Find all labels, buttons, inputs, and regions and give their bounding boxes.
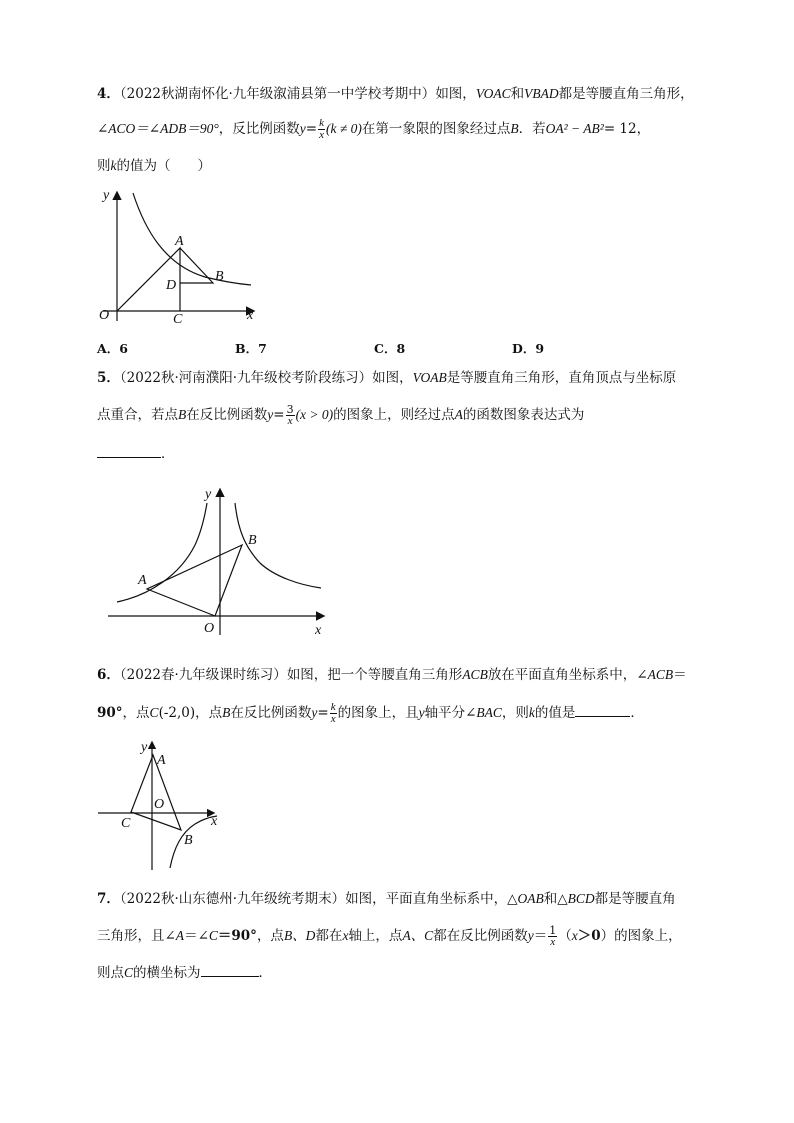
q6-label-o: O xyxy=(154,797,165,812)
q4-line-3 xyxy=(97,156,211,176)
q4-hyperbola xyxy=(133,193,251,285)
q5-frac-den: x xyxy=(287,415,293,427)
q4-label-a: A xyxy=(175,234,184,249)
q7-line-3 xyxy=(97,962,272,983)
q7-text: 轴上，点 xyxy=(348,928,403,944)
q4-condition: (k ≠ 0) xyxy=(325,121,362,136)
q7-text: 都是等腰直角 xyxy=(594,891,676,907)
q7-tri2: △BCD xyxy=(557,891,595,906)
q6-figure xyxy=(95,738,230,873)
q5-label-y: y xyxy=(205,487,212,502)
q6-tri: ACB xyxy=(462,667,488,682)
q7-frac-num: 1 xyxy=(549,924,557,937)
q7-func-y: y xyxy=(527,928,534,943)
q4-triangle-bad xyxy=(180,248,213,283)
q6-hyperbola xyxy=(170,816,217,868)
q4-text: 则 xyxy=(97,158,111,174)
q6-text: 的值是 xyxy=(534,705,576,721)
q6-source: （2022春·九年级课时练习） xyxy=(119,667,287,683)
q7-period: ． xyxy=(258,965,273,981)
q5-answer-blank[interactable] xyxy=(97,443,161,458)
q7-x-axis-ref: x xyxy=(342,928,349,943)
q6-angle2: ∠BAC xyxy=(465,705,502,720)
q6-point-c: C xyxy=(149,705,159,720)
q6-line-1 xyxy=(97,665,687,685)
q7-deg: ＝90° xyxy=(217,928,257,944)
q5-hyperbola-left xyxy=(117,503,207,602)
q5-label-o: O xyxy=(204,621,215,636)
q6-label-y: y xyxy=(141,740,148,755)
q4-text: 在第一象限的图象经过点 xyxy=(361,121,511,137)
q6-angle: ∠ACB xyxy=(636,667,674,682)
q4-option-b[interactable]: B．7 xyxy=(235,341,267,356)
q5-figure xyxy=(105,485,330,640)
q6-label-b: B xyxy=(184,833,193,848)
q7-angle-c: ∠C xyxy=(197,928,218,943)
q6-fraction xyxy=(330,702,337,725)
q6-frac-num: k xyxy=(330,701,336,713)
q7-points-bd: B、D xyxy=(283,928,316,943)
q5-text: 是等腰直角三角形，直角顶点与坐标原 xyxy=(446,370,677,386)
q4-label-d: D xyxy=(166,278,177,293)
q7-text: 的图象上， xyxy=(614,928,682,944)
q4-figure xyxy=(95,185,265,325)
q7-text: ，点 xyxy=(256,928,284,944)
q5-period: ． xyxy=(161,446,175,462)
q5-tri: VOAB xyxy=(412,370,447,385)
q6-eq-sign: ＝ xyxy=(673,667,687,683)
q4-text: 都是等腰直角三角形， xyxy=(558,86,694,102)
q5-func-y: y xyxy=(267,407,274,422)
q5-source: （2022秋·河南濮阳·九年级校考阶段练习） xyxy=(119,370,373,386)
q6-deg: 90° xyxy=(97,705,123,721)
q6-text: 如图，把一个等腰直角三角形 xyxy=(286,667,463,683)
q6-text: 轴平分 xyxy=(424,705,466,721)
q5-eq: = xyxy=(273,407,285,423)
q5-line-3 xyxy=(97,443,175,464)
q6-text: 在反比例函数 xyxy=(230,705,312,721)
q6-number: 6． xyxy=(97,667,120,683)
q5-triangle-oab xyxy=(147,545,242,616)
q4-label-b: B xyxy=(215,269,224,284)
q4-fraction xyxy=(318,118,325,141)
q7-eq: ＝ xyxy=(533,928,548,944)
q4-frac-den: x xyxy=(319,129,324,141)
q4-eq: = xyxy=(305,121,318,137)
q6-line-2 xyxy=(97,702,644,725)
q7-tri1: △OAB xyxy=(507,891,544,906)
q6-y-axis-ref: y xyxy=(418,705,425,720)
q4-func-y: y xyxy=(299,121,306,136)
q4-text: 的值为（ ） xyxy=(116,158,211,174)
q6-period: ． xyxy=(630,705,644,721)
q7-text: 都在 xyxy=(315,928,343,944)
q7-line-2 xyxy=(97,925,682,948)
q4-number: 4． xyxy=(97,86,120,102)
q6-text: 的图象上，且 xyxy=(337,705,419,721)
q7-answer-blank[interactable] xyxy=(201,962,259,977)
q6-eq: = xyxy=(317,705,329,721)
q7-angle-a: ∠A xyxy=(164,928,185,943)
q7-points-ac: A、C xyxy=(402,928,434,943)
q6-label-c: C xyxy=(121,816,131,831)
q5-line-1 xyxy=(97,368,676,388)
q4-k: k xyxy=(110,158,117,173)
q4-text: = 12， xyxy=(603,121,651,137)
q4-label-x: x xyxy=(247,308,254,323)
q7-text: 和 xyxy=(543,891,558,907)
q5-line-2 xyxy=(97,404,584,427)
q5-number: 5． xyxy=(97,370,120,386)
q7-text: 都在反比例函数 xyxy=(433,928,528,944)
q6-answer-blank[interactable] xyxy=(575,702,630,717)
q7-point-c: C xyxy=(124,965,134,980)
q7-eq-sign: ＝ xyxy=(184,928,198,944)
q4-frac-num: k xyxy=(319,117,324,129)
q5-point-b: B xyxy=(178,407,187,422)
q5-text: 的函数图象表达式为 xyxy=(462,407,585,423)
q4-tri1: VOAC xyxy=(475,86,511,101)
q4-angle-condition: ∠ACO＝∠ADB＝90° xyxy=(97,121,219,136)
q4-point-b: B xyxy=(510,121,519,136)
q5-frac-num: 3 xyxy=(286,403,294,416)
q6-text: 放在平面直角坐标系中， xyxy=(487,667,637,683)
q6-k: k xyxy=(528,705,535,720)
q6-label-a: A xyxy=(157,753,166,768)
q4-line-1 xyxy=(97,84,694,104)
q4-option-d[interactable]: D．9 xyxy=(512,341,545,356)
q7-cond-gt: ＞0 xyxy=(577,928,601,944)
q7-text: 的横坐标为 xyxy=(133,965,201,981)
q4-label-y: y xyxy=(103,188,110,203)
q5-label-a: A xyxy=(138,573,147,588)
q4-line-2 xyxy=(97,118,650,141)
q7-source: （2022秋·山东德州·九年级统考期末） xyxy=(119,891,346,907)
q7-text: 如图，平面直角坐标系中， xyxy=(345,891,508,907)
q7-cond-open: （ xyxy=(558,928,572,944)
q4-option-a[interactable]: A．6 xyxy=(97,341,128,356)
q5-point-a: A xyxy=(454,407,463,422)
q7-cond-close: ） xyxy=(600,928,615,944)
q4-expression: OA² − AB² xyxy=(545,121,604,136)
q6-frac-den: x xyxy=(330,713,336,725)
q6-text: ，点 xyxy=(195,705,223,721)
q5-text: 在反比例函数 xyxy=(186,407,268,423)
q7-cond-x: x xyxy=(571,928,578,943)
q5-text: 点重合，若点 xyxy=(97,407,178,423)
q4-text: ，反比例函数 xyxy=(218,121,300,137)
q7-fraction xyxy=(548,925,557,948)
q7-frac-den: x xyxy=(550,936,556,948)
q5-text: 的图象上，则经过点 xyxy=(333,407,455,423)
q6-label-x: x xyxy=(211,814,218,829)
q7-number: 7． xyxy=(97,891,120,907)
q6-func-y: y xyxy=(311,705,318,720)
q4-tri2: VBAD xyxy=(524,86,559,101)
q5-text: 如图， xyxy=(372,370,413,386)
q4-text: 和 xyxy=(510,86,525,102)
q4-source: （2022秋湖南怀化·九年级溆浦县第一中学校考期中） xyxy=(119,86,436,102)
q7-text: 三角形，且 xyxy=(97,928,165,944)
q4-label-c: C xyxy=(173,312,183,327)
q7-line-1 xyxy=(97,889,676,909)
q4-option-c[interactable]: C．8 xyxy=(374,341,406,356)
q5-condition: (x > 0) xyxy=(295,407,334,422)
q6-coord: (-2,0) xyxy=(158,705,196,721)
q5-label-x: x xyxy=(315,623,322,638)
q6-text: ，则 xyxy=(501,705,529,721)
q4-label-o: O xyxy=(99,308,110,323)
q6-point-b: B xyxy=(222,705,231,720)
q5-label-b: B xyxy=(248,533,257,548)
q4-text: ．若 xyxy=(518,121,546,137)
q5-fraction xyxy=(286,404,295,427)
q6-text: ，点 xyxy=(122,705,150,721)
q6-triangle-acb xyxy=(131,755,181,830)
q7-text: 则点 xyxy=(97,965,124,981)
q4-text: 如图， xyxy=(435,86,476,102)
